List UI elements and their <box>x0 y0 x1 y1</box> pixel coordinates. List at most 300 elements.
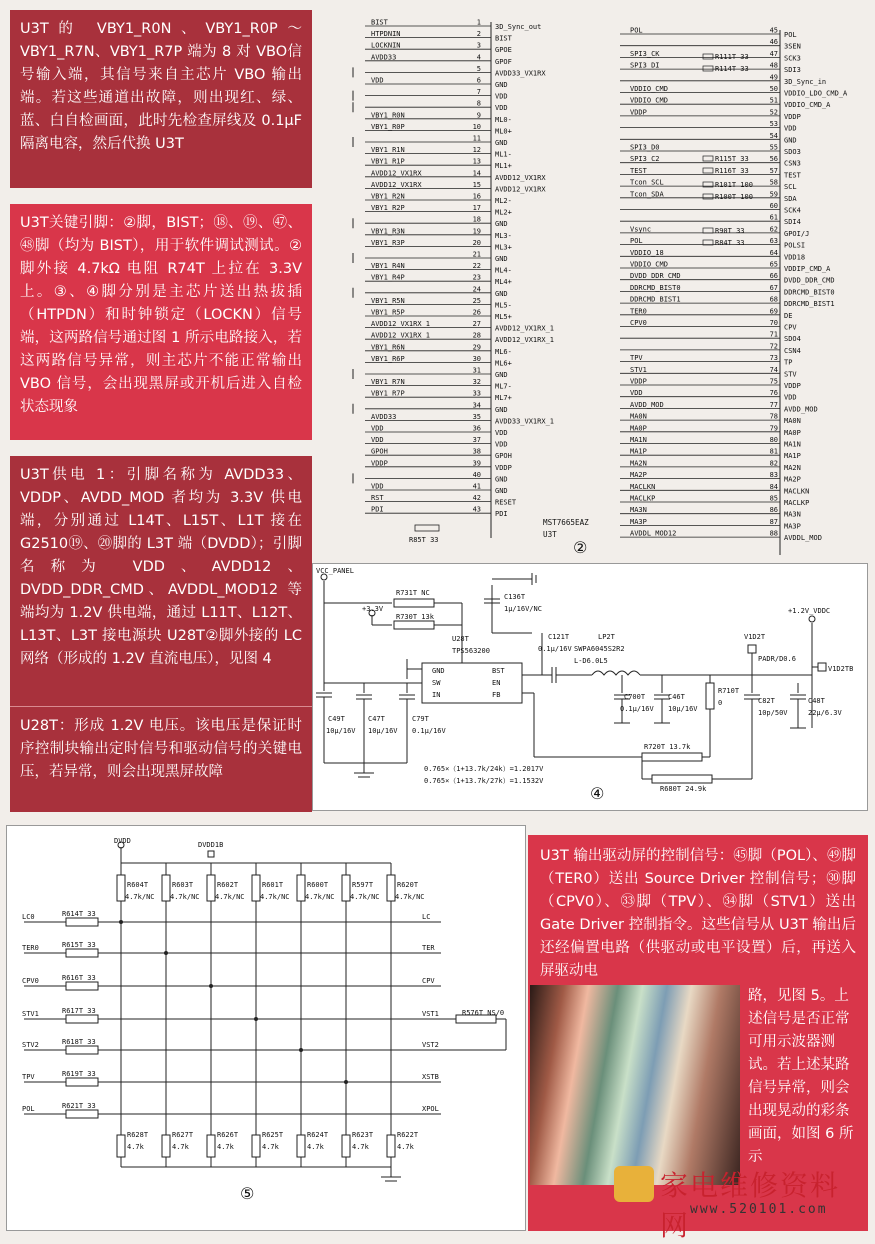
fig2-right-net: VDDIO_18 <box>630 248 664 257</box>
fig5-pullup-resistor <box>207 875 215 901</box>
fig2-right-net: Tcon_SCL <box>630 178 664 187</box>
fig2-right-net: VDDIO_CMD <box>630 260 668 269</box>
fig2-left-pin-name: ML2- <box>495 197 512 205</box>
fig2-right-net: TER0 <box>630 307 647 316</box>
fig4-c700-val: 0.1μ/16V <box>620 705 654 713</box>
fig5-input-label: TER0 <box>22 944 39 952</box>
fig5-output-label: XPOL <box>422 1105 439 1113</box>
fig5-junction-dot <box>344 1080 348 1084</box>
fig2-right-pin-number: 83 <box>769 471 778 480</box>
fig2-right-pin-number: 68 <box>769 295 778 304</box>
fig5-output-label: LC <box>422 913 431 921</box>
fig2-right-pin-number: 47 <box>769 49 778 58</box>
fig5-pulldown-value: 4.7k <box>397 1143 414 1151</box>
fig4-c47: C47T <box>368 715 385 723</box>
fig5-pullup-value: 4.7k/NC <box>395 893 425 901</box>
fig2-right-pin-number: 48 <box>769 61 778 70</box>
fig4-formula-1: 0.765×（1+13.7k/24k）=1.2017V <box>424 765 544 773</box>
fig5-pullup-label: R601T <box>262 881 284 889</box>
fig2-right-pin-number: 86 <box>769 506 778 515</box>
fig5-pulldown-resistor <box>297 1135 305 1157</box>
fig5-pulldown-label: R623T <box>352 1131 374 1139</box>
fig2-resistor-icon <box>703 54 713 59</box>
fig2-left-net: VBY1_R1N <box>371 146 405 155</box>
fig2-right-net: VDD <box>630 389 643 398</box>
fig2-left-pin-name: ML0- <box>495 115 512 124</box>
fig2-chip-ref: U3T <box>543 530 557 539</box>
output-signals-side-text: 路，见图 5。上述信号是否正常可用示波器测试。若上述某路信号异常，则会出现晃动的彩条画面，如图 6 所示 <box>748 988 854 1165</box>
fig2-right-net: MA2P <box>630 471 647 480</box>
fig2-right-pin-number: 73 <box>769 354 778 363</box>
fig5-series-label: R619T 33 <box>62 1070 96 1078</box>
fig2-number: ② <box>573 538 588 557</box>
fig5-pullup-resistor <box>252 875 260 901</box>
fig2-left-pin-name: AVDD12_VX1RX <box>495 185 546 194</box>
fig5-output-label: XSTB <box>422 1073 439 1081</box>
fig2-right-net: MA1N <box>630 436 647 444</box>
fig5-pulldown-resistor <box>252 1135 260 1157</box>
fig2-left-pin-name: ML3+ <box>495 243 512 252</box>
fig2-right-pin-number: 54 <box>769 131 778 140</box>
fig5-pullup-label: R603T <box>172 881 194 889</box>
fig2-right-net: MA1P <box>630 447 647 456</box>
fig2-right-pin-number: 60 <box>769 202 778 210</box>
fig2-left-net: VBY1_R5N <box>371 296 405 305</box>
fig2-right-net: MA0N <box>630 412 647 421</box>
fig2-left-pin-number: 19 <box>472 227 481 236</box>
fig5-pulldown-value: 4.7k <box>307 1143 324 1151</box>
fig2-right-net: VDDIO_CMD <box>630 85 668 93</box>
fig2-resistor-label: R85T 33 <box>409 536 439 544</box>
fig2-resistor-icon <box>415 525 439 531</box>
fig5-dvdd: DVDD <box>114 837 131 845</box>
fig5-pulldown-value: 4.7k <box>352 1143 369 1151</box>
fig5-pullup-value: 4.7k/NC <box>215 893 245 901</box>
fig5-series-resistor <box>66 1015 98 1023</box>
fig4-c46: C46T <box>668 693 685 701</box>
fig2-right-pin-name: MA0N <box>784 417 801 426</box>
fig2-right-net: VDDP <box>630 108 647 117</box>
fig2-right-pin-number: 62 <box>769 225 778 234</box>
fig2-resistor-icon <box>703 168 713 173</box>
fig4-v33: +3.3V <box>362 605 384 613</box>
fig5-junction-dot <box>299 1048 303 1052</box>
fig4-vcc-panel: VCC_PANEL <box>316 567 354 575</box>
fig5-output-label: CPV <box>422 977 435 985</box>
fig2-right-net: DDRCMD_BIST1 <box>630 295 681 304</box>
fig5-pullup-label: R600T <box>307 881 329 889</box>
fig2-left-pin-number: 7 <box>476 88 481 97</box>
fig2-right-net: VDDIO_CMD <box>630 96 668 105</box>
fig2-left-pin-name: AVDD12_VX1RX <box>495 173 546 182</box>
fig2-right-pin-name: MA1P <box>784 452 801 461</box>
fig2-left-pin-name: AVDD33_VX1RX_1 <box>495 417 555 426</box>
fig2-left-pin-name: GND <box>495 255 508 263</box>
fig2-left-pin-name: ML6+ <box>495 359 512 368</box>
fig2-right-net: TEST <box>630 166 647 175</box>
fig2-left-pin-number: 30 <box>472 354 481 363</box>
fig4-c700: C700T <box>624 693 646 701</box>
fig2-right-pin-number: 70 <box>769 319 778 327</box>
fig2-right-pin-name: POLSI <box>784 241 806 250</box>
fig4-v1d2tb: V1D2TB <box>828 665 854 673</box>
fig2-left-pin-number: 13 <box>472 157 481 166</box>
fig5-output-label: VST1 <box>422 1010 439 1018</box>
fig2-left-pin-number: 6 <box>476 76 481 85</box>
fig5-pullup-value: 4.7k/NC <box>350 893 380 901</box>
fig2-resistor-label: R100T 100 <box>715 193 753 201</box>
fig2-right-net: DVDD_DDR_CMD <box>630 272 681 281</box>
fig2-right-net: AVDDL_MOD12 <box>630 529 677 538</box>
fig5-series-label: R618T 33 <box>62 1038 96 1046</box>
fig2-left-net: VBY1_R6P <box>371 354 405 363</box>
fig2-left-pin-number: 9 <box>476 111 481 120</box>
site-logo-text: 家电维修资料网 <box>660 1169 841 1242</box>
fig2-left-pin-number: 40 <box>472 470 481 479</box>
fig2-right-net: TPV <box>630 354 643 363</box>
fig2-left-net: VBY1_R1P <box>371 157 405 166</box>
fig2-right-pin-number: 75 <box>769 377 778 386</box>
figure-5-schematic <box>6 825 526 1231</box>
fig5-input-label: LC0 <box>22 913 35 921</box>
fig2-left-pin-number: 1 <box>476 18 481 27</box>
fig2-left-pin-number: 32 <box>472 378 481 387</box>
fig2-right-pin-name: AVDDL_MOD <box>784 534 822 543</box>
fig2-left-pin-name: GND <box>495 487 508 495</box>
site-logo-icon <box>614 1166 654 1202</box>
fig2-resistor-icon <box>703 194 713 199</box>
fig2-left-pin-name: ML4- <box>495 266 512 275</box>
fig2-right-pin-number: 50 <box>769 85 778 93</box>
fig2-right-net: SPI3_CK <box>630 49 660 58</box>
fig2-left-pin-name: VDDP <box>495 463 512 472</box>
fig2-left-net: RST <box>371 494 384 503</box>
fig2-left-pin-name: GND <box>495 220 508 229</box>
fig2-right-pin-number: 74 <box>769 365 778 374</box>
fig5-series-resistor <box>66 918 98 926</box>
fig2-left-pin-number: 4 <box>476 53 481 62</box>
fig2-right-pin-name: MA3N <box>784 510 801 519</box>
fig2-left-net: VBY1_R3P <box>371 238 405 247</box>
fig2-right-net: MA3N <box>630 506 647 515</box>
fig2-right-pin-number: 46 <box>769 38 778 47</box>
fig2-resistor-icon <box>703 228 713 233</box>
fig5-junction-dot <box>164 951 168 955</box>
fig2-left-pin-number: 29 <box>472 343 481 352</box>
fig2-right-net: Vsync <box>630 225 652 234</box>
fig2-right-pin-number: 53 <box>769 120 778 129</box>
fig2-left-pin-number: 28 <box>472 331 481 340</box>
site-logo <box>610 1162 868 1242</box>
fig2-left-pin-number: 21 <box>472 250 481 259</box>
fig4-r710: R710T <box>718 687 740 695</box>
fig2-left-pin-number: 10 <box>472 122 481 131</box>
fig2-right-pin-name: GND <box>784 136 797 145</box>
fig2-left-pin-name: ML0+ <box>495 127 512 136</box>
fig2-right-pin-number: 76 <box>769 389 778 398</box>
fig2-right-pin-name: MACLKN <box>784 487 810 496</box>
fig2-right-pin-number: 71 <box>769 330 778 339</box>
fig2-left-pin-number: 5 <box>476 64 481 73</box>
fig2-left-pin-name: ML6- <box>495 347 512 356</box>
fig5-pullup-label: R597T <box>352 881 374 889</box>
fig2-right-pin-name: MA2N <box>784 463 801 472</box>
fig2-left-net: VDD <box>371 482 384 491</box>
fig5-dvdd1b-pad <box>208 851 214 857</box>
fig2-left-pin-name: GND <box>495 289 508 298</box>
u28t-note-text: U28T：形成 1.2V 电压。该电压是保证时序控制块输出定时信号和驱动信号的关键电压，若异常，则会出现黑屏故障 <box>20 718 302 780</box>
fig2-right-pin-name: VDDP <box>784 112 801 121</box>
fig2-right-pin-name: CPV <box>784 323 797 332</box>
fig5-pulldown-label: R625T <box>262 1131 284 1139</box>
fig5-pullup-resistor <box>297 875 305 901</box>
fig5-series-resistor <box>66 949 98 957</box>
fig5-pulldown-value: 4.7k <box>172 1143 189 1151</box>
fig2-resistor-label: R101T 100 <box>715 181 753 189</box>
fig2-left-pin-name: AVDD12_VX1RX_1 <box>495 336 555 345</box>
output-signals-side-box <box>744 985 866 1181</box>
figure-4-schematic <box>312 563 868 811</box>
fig2-left-net: VBY1_R7N <box>371 378 405 387</box>
fig2-right-pin-number: 87 <box>769 517 778 526</box>
fig2-left-pin-name: VDD <box>495 104 508 113</box>
fig5-pulldown-label: R622T <box>397 1131 419 1139</box>
fig2-left-pin-number: 39 <box>472 459 481 468</box>
fig2-right-pin-name: TP <box>784 358 793 367</box>
fig2-left-pin-name: VDD <box>495 92 508 101</box>
fig2-left-net: VBY1_R0P <box>371 122 405 131</box>
fig2-right-net: DDRCMD_BIST0 <box>630 283 681 292</box>
fig2-left-pin-name: GND <box>495 405 508 414</box>
fig2-right-net: SPI3_DI <box>630 61 660 70</box>
fig4-c82: C82T <box>758 697 775 705</box>
fig4-r730: R730T 13k <box>396 613 434 621</box>
site-logo-url: www.520101.com <box>690 1202 828 1217</box>
fig2-right-net: MA0P <box>630 424 647 433</box>
fig2-right-pin-number: 82 <box>769 459 778 468</box>
fig2-left-pin-name: VDD <box>495 429 508 437</box>
fig4-c136: C136T <box>504 593 526 601</box>
power-supply-text: U3T供电 1：引脚名称为 AVDD33、VDDP、AVDD_MOD 者均为 3.3V 供电端，分别通过 L14T、L15T、L1T 接在 G2510⑲、⑳脚的 L3T 端（DVDD）；引脚名称为 VDD、AVDD12、DVDD_DDR_CMD、AVDDL_MOD12 等端均为 1.2V 供电端，通过 L11T、L12T、L13T、L3T 接电源块 U28T②脚外接的 LC 网络（形成的 1.2V 直流电压），见图 4 <box>20 467 302 667</box>
fig4-u28-pin-fb: FB <box>492 691 501 699</box>
fig2-right-pin-name: SDI4 <box>784 218 801 227</box>
fig2-left-net: VDD <box>371 76 384 85</box>
fig2-left-pin-name: ML5- <box>495 301 512 310</box>
fig2-left-pin-number: 43 <box>472 505 481 514</box>
fig2-right-net: MACLKN <box>630 482 656 491</box>
fig2-left-net: VBY1_R3N <box>371 227 405 236</box>
fig2-right-pin-name: VDDP <box>784 382 801 390</box>
fig2-left-pin-number: 3 <box>476 41 481 50</box>
fig2-left-pin-name: ML5+ <box>495 313 512 321</box>
fig5-network <box>22 842 506 1181</box>
power-supply-box <box>10 456 312 706</box>
fig2-left-pin-number: 26 <box>472 308 481 317</box>
fig2-left-net: LOCKNIN <box>371 41 401 50</box>
fig5-series-resistor <box>66 1110 98 1118</box>
fig2-left-pin-number: 33 <box>472 389 481 398</box>
fig2-resistor-icon <box>703 66 713 71</box>
fig4-c121-val: 0.1μ/16V <box>538 645 572 653</box>
fig5-pulldown-resistor <box>117 1135 125 1157</box>
fig2-right-pin-name: CSN4 <box>784 346 801 355</box>
fig2-left-pin-name: GND <box>495 139 508 147</box>
fig2-chip-name: MST7665EAZ <box>543 518 589 527</box>
u28t-note-box <box>10 706 312 812</box>
fig5-series-label: R615T 33 <box>62 941 96 949</box>
fig5-dvdd1b: DVDD1B <box>198 841 224 849</box>
fig2-left-pin-name: GPOF <box>495 57 512 66</box>
fig2-right-pin-name: 3SEN <box>784 42 801 51</box>
fig4-u28-name: TPS563200 <box>452 647 490 655</box>
fig2-right-pin-number: 85 <box>769 494 778 503</box>
fig2-left-net: VBY1_R0N <box>371 111 405 120</box>
fig2-right-pin-name: VDD <box>784 393 797 402</box>
fig2-left-pin-number: 25 <box>472 296 481 305</box>
fig2-left-net: VDD <box>371 436 384 445</box>
fig2-right-pin-number: 69 <box>769 307 778 316</box>
fig4-u28-pin-en: EN <box>492 679 501 687</box>
fig2-right-pin-number: 59 <box>769 190 778 199</box>
fig2-left-net: VBY1_R2N <box>371 192 405 201</box>
fig5-series-label: R614T 33 <box>62 910 96 918</box>
fig5-pullup-value: 4.7k/NC <box>305 893 335 901</box>
fig5-series-label: R617T 33 <box>62 1007 96 1015</box>
fig2-right-pin-name: MA2P <box>784 475 801 484</box>
fig2-left-pin-number: 41 <box>472 482 481 491</box>
fig2-right-pin-number: 57 <box>769 166 778 175</box>
fig5-pullup-label: R602T <box>217 881 239 889</box>
fig2-right-pin-number: 51 <box>769 96 778 105</box>
fig2-right-pin-number: 81 <box>769 447 778 456</box>
fig2-left-net: VBY1_R2P <box>371 204 405 213</box>
fig2-left-pin-number: 24 <box>472 285 481 294</box>
fig5-pulldown-resistor <box>162 1135 170 1157</box>
output-signals-text: U3T 输出驱动屏的控制信号：㊺脚（POL）、㊾脚（TER0）送出 Source Driver 控制信号；㉚脚（CPV0）、㉝脚（TPV）、㉞脚（STV1）送出 Gate Driver 控制指令。这些信号从 U3T 输出后还经偏置电路（供驱动或电平设置）后，再送入屏驱动电 <box>540 848 856 979</box>
fig4-u28-pin-gnd: GND <box>432 667 445 675</box>
fig2-right-net: MA2N <box>630 459 647 468</box>
fig5-pullup-value: 4.7k/NC <box>125 893 155 901</box>
vby1-note-box <box>10 10 312 188</box>
fig4-r710-val: 0 <box>718 699 723 707</box>
fig5-pulldown-value: 4.7k <box>262 1143 279 1151</box>
fig2-left-net: VBY1_R5P <box>371 308 405 317</box>
fig2-left-pins <box>353 19 554 545</box>
fig4-number: ④ <box>590 784 605 803</box>
fig4-c48-val: 22μ/6.3V <box>808 709 842 717</box>
fig2-left-pin-number: 31 <box>472 366 481 375</box>
fig4-v1d2t: V1D2T <box>744 633 766 641</box>
fig4-r680: R680T 24.9k <box>660 785 707 793</box>
fig5-series-resistor <box>66 1078 98 1086</box>
fig2-left-pin-name: ML7- <box>495 382 512 391</box>
fig2-left-net: AVDD33 <box>371 412 397 421</box>
fig2-right-pin-name: SDA <box>784 194 797 203</box>
fig2-left-pin-name: RESET <box>495 498 517 507</box>
fig2-right-pin-number: 64 <box>769 248 778 257</box>
fig5-input-label: POL <box>22 1105 35 1113</box>
fig2-right-pin-name: VDDIO_CMD_A <box>784 101 831 110</box>
fig4-c136-val: 1μ/16V/NC <box>504 605 542 613</box>
fig2-right-pin-name: VDDIO_LDO_CMD_A <box>784 89 848 98</box>
fig2-left-net: PDI <box>371 505 384 514</box>
fig2-left-net: HTPDNIN <box>371 30 401 39</box>
fig2-right-pin-number: 65 <box>769 260 778 269</box>
fig2-right-pin-name: SCK4 <box>784 206 801 215</box>
fig2-right-pin-number: 79 <box>769 424 778 433</box>
fig2-right-pin-number: 63 <box>769 237 778 246</box>
fig2-left-pin-number: 15 <box>472 180 481 189</box>
fig2-left-pin-number: 18 <box>472 215 481 224</box>
fig2-right-net: VDDP <box>630 377 647 386</box>
fig2-right-net: STV1 <box>630 365 647 374</box>
fig2-left-pin-name: GND <box>495 81 508 89</box>
fig2-right-pin-name: VDDIP_CMD_A <box>784 265 831 273</box>
fig5-series-label: R616T 33 <box>62 974 96 982</box>
fig2-left-pin-name: PDI <box>495 510 508 519</box>
fig2-right-pin-number: 58 <box>769 178 778 187</box>
fig5-number: ⑤ <box>240 1184 255 1203</box>
fig5-series-resistor <box>66 982 98 990</box>
fig2-right-net: POL <box>630 26 643 35</box>
fig4-padr: PADR/D0.6 <box>758 655 796 663</box>
fig2-left-net: AVDD12_VX1RX_1 <box>371 331 431 340</box>
fig5-pullup-resistor <box>387 875 395 901</box>
fig4-v12: +1.2V_VDDC <box>788 607 831 615</box>
fig2-resistor-label: R114T 33 <box>715 65 749 73</box>
fig2-left-pin-number: 35 <box>472 412 481 421</box>
fig2-right-pin-name: MACLKP <box>784 499 810 507</box>
fig2-left-pin-name: ML3- <box>495 231 512 240</box>
vby1-note-text: U3T的 VBY1_R0N、VBY1_R0P～VBY1_R7N、VBY1_R7P 端为 8 对 VBO信号输入端，其信号来自主芯片 VBO 输出端。若这些通道出故障，则出现红、绿、蓝、白自检画面，此时先检查屏线及 0.1μF 隔离电容，然后代换 U3T <box>20 21 302 152</box>
fig2-right-pin-name: MA0P <box>784 428 801 437</box>
fig2-left-pin-number: 17 <box>472 204 481 213</box>
fig2-left-net: AVDD12_VX1RX_1 <box>371 320 431 329</box>
fig2-right-pin-number: 78 <box>769 412 778 421</box>
fig5-junction-dot <box>254 1017 258 1021</box>
fig5-pullup-resistor <box>117 875 125 901</box>
fig2-left-pin-name: ML2+ <box>495 208 512 217</box>
fig2-right-pin-name: GPOI/J <box>784 229 810 238</box>
fig5-pulldown-label: R628T <box>127 1131 149 1139</box>
fig2-left-pin-number: 38 <box>472 447 481 456</box>
fig4-formula-2: 0.765×（1+13.7k/27k）=1.1532V <box>424 777 544 785</box>
fig2-resistor-label: R111T 33 <box>715 53 749 61</box>
fig4-c121: C121T <box>548 633 570 641</box>
fig4-lp2-val2: L-D6.0L5 <box>574 657 608 665</box>
fig2-right-pin-number: 77 <box>769 400 778 409</box>
fig2-left-pin-number: 23 <box>472 273 481 282</box>
fig5-pulldown-resistor <box>207 1135 215 1157</box>
fig2-left-pin-number: 34 <box>472 401 481 410</box>
fig2-resistor-icon <box>703 156 713 161</box>
fig2-right-pin-number: 45 <box>769 26 778 35</box>
fig2-right-pin-number: 66 <box>769 272 778 281</box>
fig2-left-pin-name: GND <box>495 371 508 379</box>
fig4-c46-val: 10μ/16V <box>668 705 698 713</box>
fig2-left-pin-number: 36 <box>472 424 481 433</box>
fig5-input-label: TPV <box>22 1073 35 1081</box>
fig4-lp2-val: SWPA6045S2R2 <box>574 645 625 653</box>
fig2-right-pin-number: 56 <box>769 155 778 164</box>
fig2-left-pin-number: 20 <box>472 238 481 247</box>
fig5-pullup-value: 4.7k/NC <box>260 893 290 901</box>
fig2-right-pin-name: CSN3 <box>784 159 801 168</box>
fig5-pulldown-label: R626T <box>217 1131 239 1139</box>
fig2-left-pin-number: 42 <box>472 494 481 503</box>
fig2-left-net: BIST <box>371 18 388 27</box>
fig2-right-pin-name: POL <box>784 31 797 39</box>
